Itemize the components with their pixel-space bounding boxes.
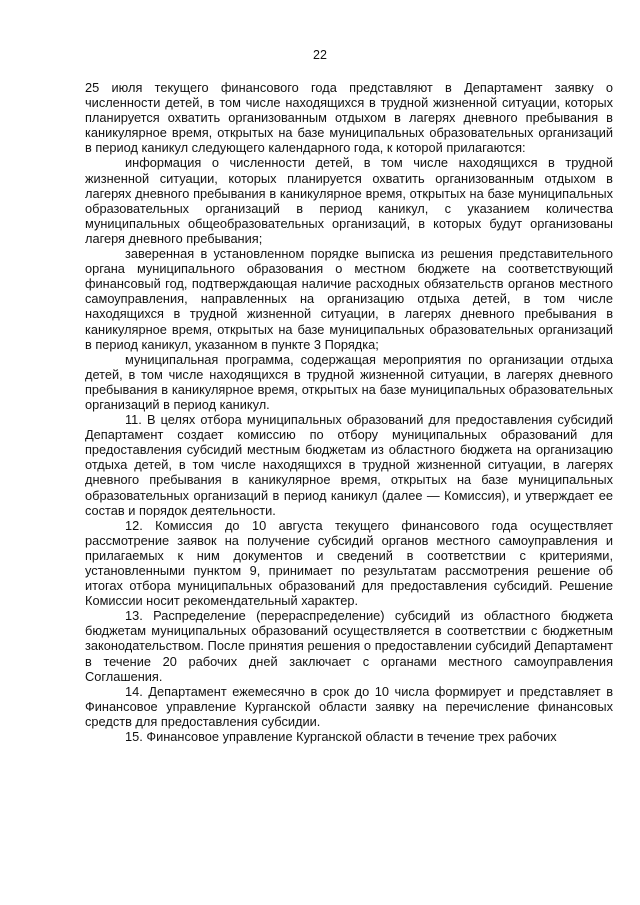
- paragraph: 15. Финансовое управление Курганской области в течение трех рабочих: [125, 729, 557, 745]
- paragraph: 14. Департамент ежемесячно в срок до 10 числа формирует и представляет в Финансовое управление Курганской области заявку на перечисление финансовых средств для предоставления субсидии.: [85, 683, 613, 729]
- paragraph: муниципальная программа, содержащая мероприятия по организации отдыха детей, в том числе находящихся в трудной жизненной ситуации, в лагерях дневного пребывания в каникулярное время, открытых на базе муниципальных образовательных организаций в период каникул.: [85, 351, 613, 412]
- paragraph: 13. Распределение (перераспределение) субсидий из областного бюджета бюджетам муниципальных образований осуществляется в соответствии с бюджетным законодательством. После принятия решения о предоставлении субсидий Департамент в течение 20 рабочих дней заключает с органами местного самоуправления Соглашения.: [85, 608, 613, 684]
- document-body: [85, 80, 613, 744]
- page-number: 22: [313, 48, 327, 62]
- paragraph: 12. Комиссия до 10 августа текущего финансового года осуществляет рассмотрение заявок на получение субсидий органов местного самоуправления и прилагаемых к ним документов и сведений в соответствии с критериями, установленными пунктом 9, принимает по результатам рассмотрения решение об итогах отбора муниципальных образований для предоставления субсидий. Решение Комиссии носит рекомендательный характер.: [85, 517, 613, 609]
- paragraph: информация о численности детей, в том числе находящихся в трудной жизненной ситуации, которых планируется охватить организованным отдыхом в лагерях дневного пребывания в каникулярное время, открытых на базе муниципальных образовательных организаций в период каникул, с указанием количества муниципальных общеобразовательных организаций, в которых будут организованы лагеря дневного пребывания;: [85, 155, 613, 246]
- paragraph: заверенная в установленном порядке выписка из решения представительного органа муниципального образования о местном бюджете на соответствующий финансовый год, подтверждающая наличие расходных обязательств органов местного самоуправления, направленных на организацию отдыха детей, в том числе находящихся в трудной жизненной ситуации, в лагерях дневного пребывания в каникулярное время, открытых на базе муниципальных образовательных организаций в период каникул, указанном в пункте 3 Порядка;: [85, 246, 613, 352]
- paragraph: 11. В целях отбора муниципальных образований для предоставления субсидий Департамент создает комиссию по отбору муниципальных образований для предоставления субсидий местным бюджетам из областного бюджета на организацию отдыха детей, в том числе находящихся в трудной жизненной ситуации, в лагерях дневного пребывания в каникулярное время, открытых на базе муниципальных образовательных организаций в период каникул (далее — Комиссия), и утверждает ее состав и порядок деятельности.: [85, 412, 613, 518]
- paragraph: 25 июля текущего финансового года представляют в Департамент заявку о численности детей, в том числе находящихся в трудной жизненной ситуации, которых планируется охватить организованным отдыхом в лагерях дневного пребывания в каникулярное время, открытых на базе муниципальных образовательных организаций в период каникул следующего календарного года, к которой прилагаются:: [85, 80, 613, 156]
